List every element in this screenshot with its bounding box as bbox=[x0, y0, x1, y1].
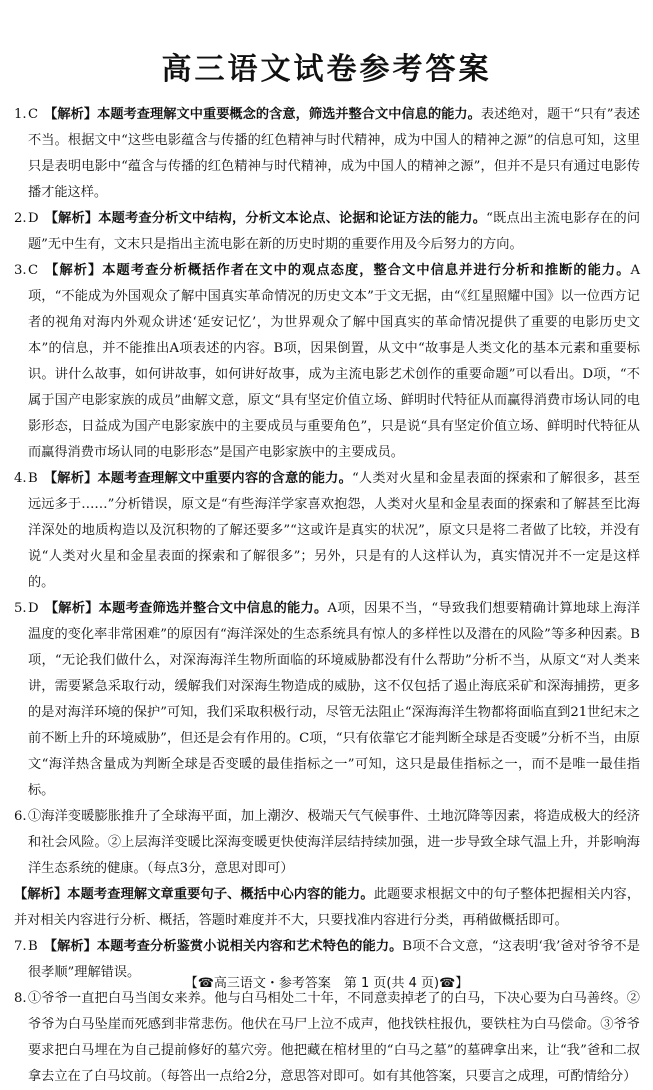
item-answer: C bbox=[28, 263, 39, 278]
item-number: 8. bbox=[14, 991, 27, 1006]
item-number: 3. bbox=[14, 263, 27, 278]
item-number: 7. bbox=[14, 939, 27, 954]
item-number: 2. bbox=[14, 211, 27, 226]
answer-item-6 bbox=[14, 804, 640, 934]
analysis-text: B项不合文意，“这表明‘我’爸对爷爷不是很孝顺”理解错误。 bbox=[28, 939, 640, 980]
item-answer: C bbox=[28, 107, 39, 122]
item-answer: D bbox=[28, 211, 39, 226]
item-answer: B bbox=[28, 471, 38, 486]
answer-list bbox=[14, 102, 640, 1090]
item-answer: B bbox=[28, 939, 38, 954]
item-number: 6. bbox=[14, 809, 27, 824]
analysis-text: 此题要求根据文中的句子整体把握相关内容，并对相关内容进行分析、概括，答题时难度并不大，只要找准内容进行分类，再稍做概括即可。 bbox=[14, 887, 641, 928]
item-number: 5. bbox=[14, 601, 27, 616]
page-title: 高三语文试卷参考答案 bbox=[161, 52, 492, 87]
analysis-tag: 【解析】本题考查理解文章重要句子、概括中心内容的能力。 bbox=[14, 887, 374, 902]
answer-text: ①海洋变暖膨胀推升了全球海平面，加上潮汐、极端天气气候事件、土地沉降等因素，将造成极大的经济和社会风险。②上层海洋变暖比深海变暖更快使海洋层结持续加强，进一步导致全球气温上升，并影响海洋生态系统的健康。（每点3分，意思对即可） bbox=[28, 809, 640, 876]
answer-item-1 bbox=[14, 102, 640, 206]
answer-text: ①爷爷一直把白马当闺女来养。他与白马相处二十年，不同意卖掉老了的白马，下决心要为白马善终。②爷爷为白马坠崖而死感到非常悲伤。他伏在马尸上泣不成声，他找铁柱报仇，要铁柱为白马偿命。③爷爷要求把白马埋在为自己提前修好的墓穴旁。他把藏在棺材里的“白马之墓”的墓碑拿出来，让“我”爸和二叔拿去立在了白马坟前。（每答出一点给2分，意思答对即可。如有其他答案，只要言之成理，可酌情给分） bbox=[28, 991, 640, 1084]
analysis-tag: 【解析】本题考查理解文中重要概念的含意，筛选并整合文中信息的能力。 bbox=[44, 107, 481, 122]
answer-item-2 bbox=[14, 206, 640, 258]
analysis-tag: 【解析】本题考查分析概括作者在文中的观点态度，整合文中信息并进行分析和推断的能力。 bbox=[44, 263, 631, 278]
item-number: 1. bbox=[14, 107, 27, 122]
analysis-paragraph bbox=[14, 882, 640, 934]
analysis-text: A项，因果不当，“导致我们想要精确计算地球上海洋温度的变化率非常困难”的原因有“海洋深处的生态系统具有惊人的多样性以及潜在的风险”等多种因素。B项，“无论我们做什么，对深海海洋生物所面临的环境威胁都没有什么帮助”分析不当，从原文“对人类来讲，需要紧急采取行动，缓解我们对深海生物造成的威胁，这不仅包括了遏止海底采矿和深海捕捞，更多的是对海洋环境的保护”可知，我们采取积极行动，尽管无法阻止“深海海洋生物都将面临直到21世纪末之前不断上升的环境威胁”，但还是会有作用的。C项，“只有依靠它才能判断全球是否变暖”分析不当，由原文“海洋热含量成为判断全球是否变暖的最佳指标之一”可知，这只是最佳指标之一，而不是唯一最佳指标。 bbox=[28, 601, 641, 798]
analysis-tag: 【解析】本题考查理解文中重要内容的含意的能力。 bbox=[43, 471, 352, 486]
analysis-tag: 【解析】本题考查筛选并整合文中信息的能力。 bbox=[44, 601, 328, 616]
answer-item-3 bbox=[14, 258, 640, 466]
analysis-text: A项，“不能成为外国观众了解中国真实革命情况的历史文本”于文无据，由“《红星照耀中国》以一位西方记者的视角对海内外观众讲述‘延安记忆’，为世界观众了解中国真实的革命情况提供了重要的电影历史文本”的信息，并不能推出A项表述的内容。B项，因果倒置，从文中“故事是人类文化的基本元素和重要标识。讲什么故事，如何讲故事，如何讲好故事，成为主流电影艺术创作的重要命题”可以看出。D项，“不属于国产电影家族的成员”曲解文意，原文“具有坚定价值立场、鲜明时代特征从而赢得消费市场认同的电影形态，日益成为国产电影家族中的主要成员与重要角色”，只是说“具有坚定价值立场、鲜明时代特征从而赢得消费市场认同的电影形态”是国产电影家族中的主要成员。 bbox=[28, 263, 640, 460]
analysis-tag: 【解析】本题考查分析文中结构，分析文本论点、论据和论证方法的能力。 bbox=[44, 211, 487, 226]
analysis-text: “既点出主流电影存在的问题”无中生有，文末只是指出主流电影在新的历史时期的重要作用及今后努力的方向。 bbox=[28, 211, 641, 252]
analysis-tag: 【解析】本题考查分析鉴赏小说相关内容和艺术特色的能力。 bbox=[43, 939, 403, 954]
answer-item-5 bbox=[14, 596, 640, 804]
answer-item-4 bbox=[14, 466, 640, 596]
page-footer: 【☎高三语文・参考答案 第 1 页(共 4 页)☎】 bbox=[184, 976, 469, 991]
answer-item-8 bbox=[14, 986, 640, 1090]
analysis-text: “人类对火星和金星表面的探索和了解很多，甚至远远多于……”分析错误，原文是“有些海洋学家喜欢抱怨，人类对火星和金星表面的探索和了解甚至比海洋深处的地质构造以及沉积物的了解还要多”“这或许是真实的状况”，原文只是将二者做了比较，并没有说“人类对火星和金星表面的探索和了解很多”；另外，只是有的人这样认为，真实情况并不一定是这样的。 bbox=[28, 471, 641, 590]
item-answer: D bbox=[28, 601, 39, 616]
item-number: 4. bbox=[14, 471, 27, 486]
analysis-text: 表述绝对，题干“只有”表述不当。根据文中“这些电影蕴含与传播的红色精神与时代精神，成为中国人的精神之源”的信息可知，这里只是表明电影中“蕴含与传播的红色精神与时代精神，成为中国人的精神之源”，但并不是只有通过电影传播才能这样。 bbox=[28, 107, 641, 200]
